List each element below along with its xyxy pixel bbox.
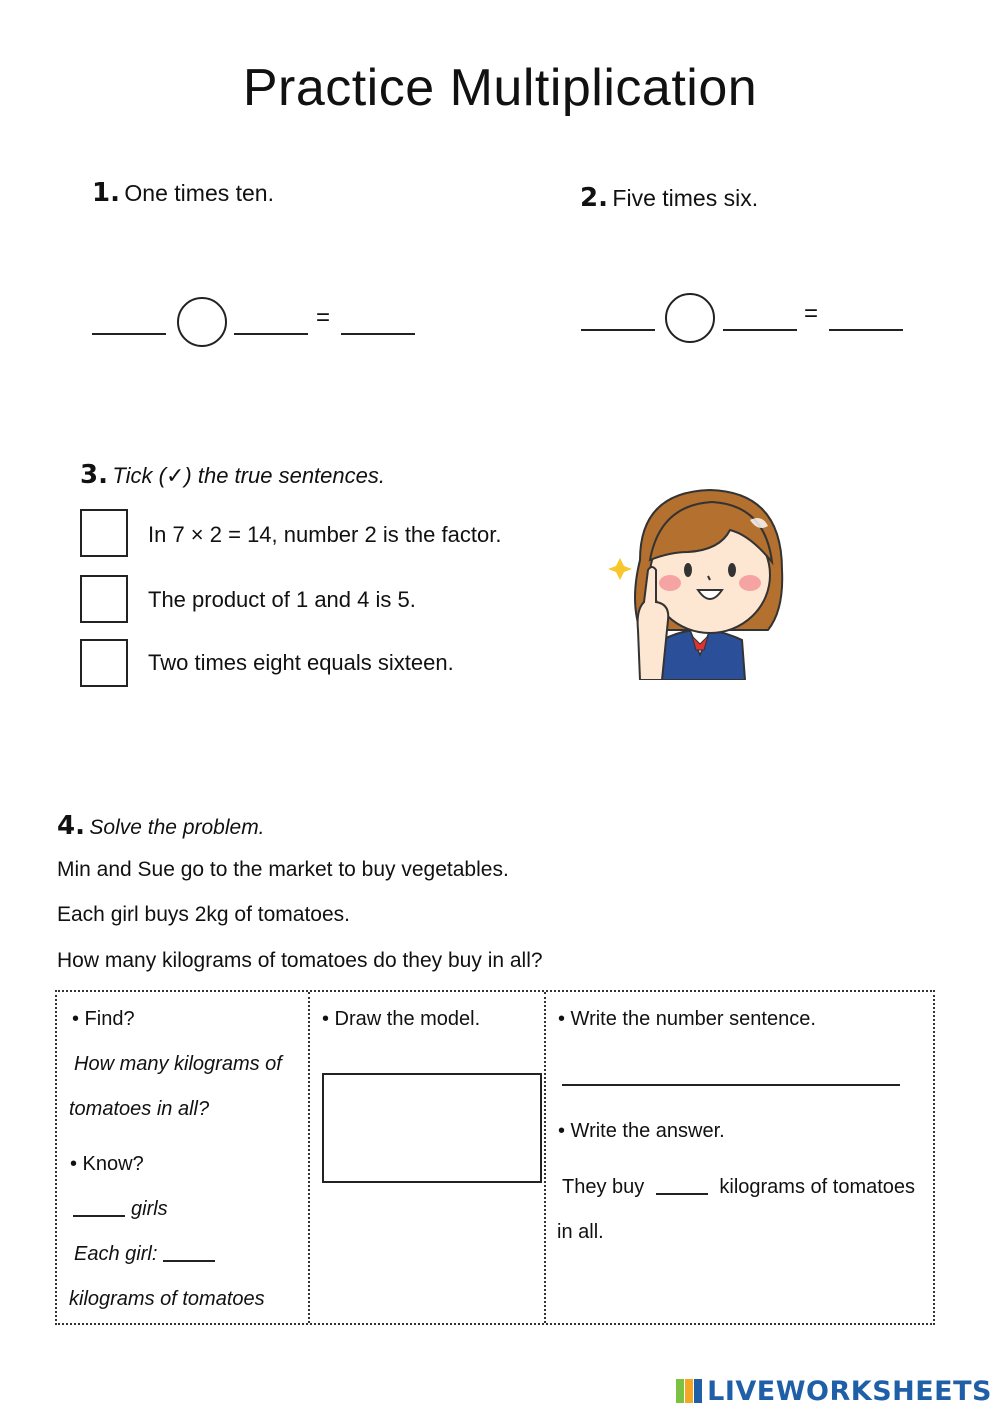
question-1 <box>92 178 274 208</box>
question-3-text: Tick (✓) the true sentences. <box>112 463 385 488</box>
girls-label: girls <box>131 1198 168 1220</box>
q2-factor-2-blank[interactable] <box>723 329 797 331</box>
brand-name[interactable]: LIVEWORKSHEETS <box>707 1376 992 1407</box>
answer-suffix: kilograms of tomatoes <box>719 1176 916 1198</box>
column-divider-1 <box>308 992 310 1323</box>
each-girl-line <box>74 1243 215 1266</box>
number-sentence-label: • Write the number sentence. <box>558 1008 816 1030</box>
q2-factor-1-blank[interactable] <box>581 329 655 331</box>
find-label: • Find? <box>72 1008 135 1030</box>
q1-factor-2-blank[interactable] <box>234 333 308 335</box>
find-question-line-2: tomatoes in all? <box>69 1098 210 1120</box>
kilograms-label: kilograms of tomatoes <box>69 1288 265 1310</box>
solution-table <box>55 990 935 1325</box>
q2-equals-sign: = <box>804 300 819 327</box>
answer-sentence <box>562 1176 915 1199</box>
sparkle-icon <box>608 558 632 580</box>
question-3-number: 3. <box>80 460 108 490</box>
sentence-3: Two times eight equals sixteen. <box>148 650 454 675</box>
girl-illustration <box>600 480 800 680</box>
q1-product-blank[interactable] <box>341 333 415 335</box>
sentence-2: The product of 1 and 4 is 5. <box>148 587 416 612</box>
q2-operator-circle[interactable] <box>665 293 715 343</box>
tick-box-3[interactable] <box>80 639 128 687</box>
know-label: • Know? <box>70 1153 144 1175</box>
question-4-text: Solve the problem. <box>89 816 265 839</box>
tick-box-1[interactable] <box>80 509 128 557</box>
question-3 <box>80 460 385 490</box>
column-divider-2 <box>544 992 546 1323</box>
q1-equals-sign: = <box>316 304 331 331</box>
girls-count-line <box>73 1198 168 1221</box>
answer-label: • Write the answer. <box>558 1120 725 1142</box>
girls-count-blank[interactable] <box>73 1215 125 1217</box>
q2-product-blank[interactable] <box>829 329 903 331</box>
answer-blank[interactable] <box>656 1193 708 1195</box>
question-1-text: One times ten. <box>124 180 274 206</box>
question-4-number: 4. <box>57 811 85 841</box>
answer-end: in all. <box>557 1221 604 1243</box>
each-girl-blank[interactable] <box>163 1260 215 1262</box>
find-question-line-1: How many kilograms of <box>74 1053 282 1075</box>
liveworksheets-logo-icon <box>676 1379 702 1403</box>
question-2-text: Five times six. <box>612 185 759 211</box>
sentence-1: In 7 × 2 = 14, number 2 is the factor. <box>148 522 502 547</box>
problem-line-1: Min and Sue go to the market to buy vegetables. <box>57 858 509 881</box>
number-sentence-line[interactable] <box>562 1084 900 1086</box>
each-girl-label: Each girl: <box>74 1243 158 1265</box>
tick-box-2[interactable] <box>80 575 128 623</box>
model-drawing-box[interactable] <box>322 1073 542 1183</box>
question-4 <box>57 811 265 841</box>
page-title: Practice Multiplication <box>242 59 758 117</box>
q1-factor-1-blank[interactable] <box>92 333 166 335</box>
question-2 <box>580 183 758 213</box>
problem-line-2: Each girl buys 2kg of tomatoes. <box>57 903 350 926</box>
draw-model-label: • Draw the model. <box>322 1008 481 1030</box>
question-2-number: 2. <box>580 183 608 213</box>
q1-operator-circle[interactable] <box>177 297 227 347</box>
problem-line-3: How many kilograms of tomatoes do they buy in all? <box>57 949 543 972</box>
question-1-number: 1. <box>92 178 120 208</box>
answer-prefix: They buy <box>562 1176 645 1198</box>
